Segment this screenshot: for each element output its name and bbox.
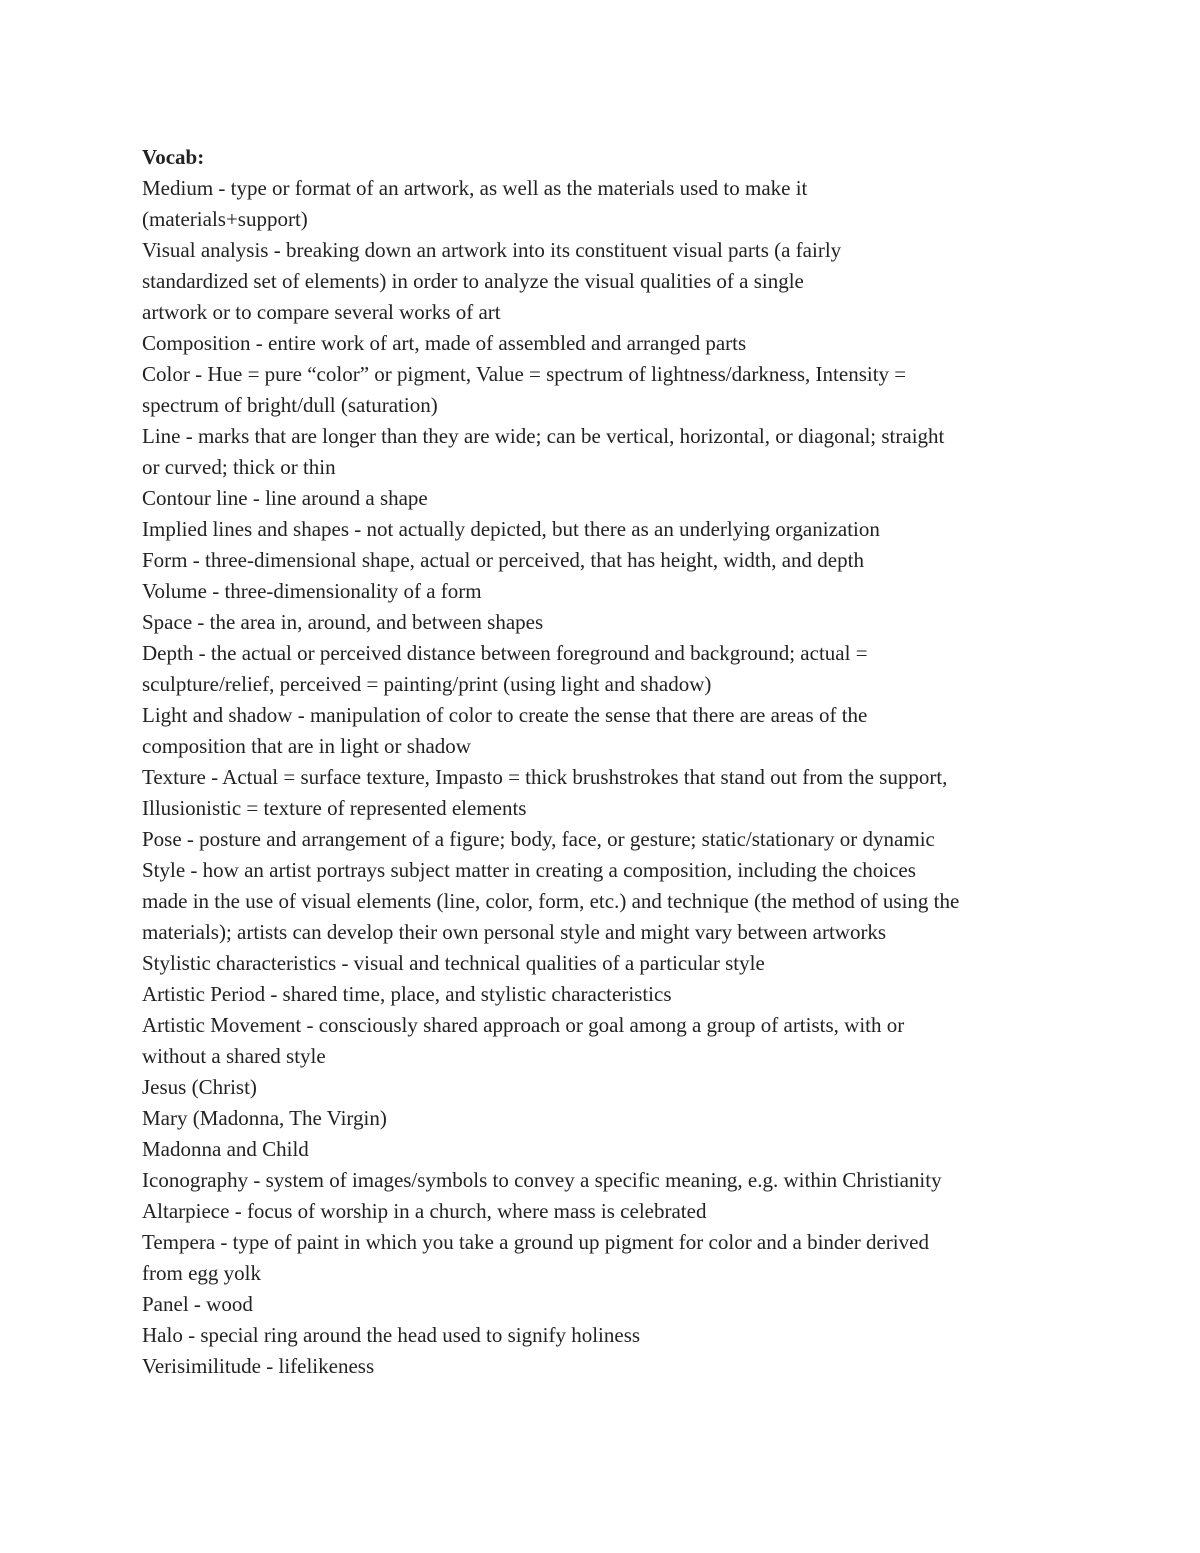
text-line: made in the use of visual elements (line, color, form, etc.) and technique (the method of using the <box>142 889 960 913</box>
text-line: or curved; thick or thin <box>142 455 336 479</box>
text-line: Color - Hue = pure “color” or pigment, Value = spectrum of lightness/darkness, Intensity = <box>142 362 907 386</box>
text-line: without a shared style <box>142 1044 326 1068</box>
text-line: Halo - special ring around the head used to signify holiness <box>142 1323 641 1347</box>
text-line: from egg yolk <box>142 1261 261 1285</box>
text-line: Texture - Actual = surface texture, Impasto = thick brushstrokes that stand out from the support, <box>142 765 948 789</box>
document-body <box>142 142 1072 1382</box>
text-line: Iconography - system of images/symbols to convey a specific meaning, e.g. within Christianity <box>142 1168 942 1192</box>
text-line: Line - marks that are longer than they are wide; can be vertical, horizontal, or diagonal; straight <box>142 424 945 448</box>
text-line: materials); artists can develop their own personal style and might vary between artworks <box>142 920 887 944</box>
text-line: Medium - type or format of an artwork, as well as the materials used to make it <box>142 176 808 200</box>
text-line: Composition - entire work of art, made of assembled and arranged parts <box>142 331 747 355</box>
text-line: composition that are in light or shadow <box>142 734 471 758</box>
text-line: spectrum of bright/dull (saturation) <box>142 393 438 417</box>
text-line: Style - how an artist portrays subject matter in creating a composition, including the choices <box>142 858 916 882</box>
text-line: Panel - wood <box>142 1292 253 1316</box>
text-line: sculpture/relief, perceived = painting/print (using light and shadow) <box>142 672 712 696</box>
text-line: Jesus (Christ) <box>142 1075 257 1099</box>
text-line: Form - three-dimensional shape, actual or perceived, that has height, width, and depth <box>142 548 864 572</box>
text-line: Implied lines and shapes - not actually depicted, but there as an underlying organization <box>142 517 880 541</box>
text-line: Pose - posture and arrangement of a figure; body, face, or gesture; static/stationary or dynamic <box>142 827 935 851</box>
text-line: Stylistic characteristics - visual and technical qualities of a particular style <box>142 951 765 975</box>
vocab-lines <box>142 173 1072 1382</box>
text-line: Volume - three-dimensionality of a form <box>142 579 482 603</box>
text-line: Tempera - type of paint in which you take a ground up pigment for color and a binder derived <box>142 1230 929 1254</box>
text-line: Illusionistic = texture of represented elements <box>142 796 527 820</box>
text-line: (materials+support) <box>142 207 308 231</box>
text-line: Madonna and Child <box>142 1137 309 1161</box>
text-line: standardized set of elements) in order to analyze the visual qualities of a single <box>142 269 804 293</box>
text-line: Mary (Madonna, The Virgin) <box>142 1106 387 1130</box>
text-line: artwork or to compare several works of art <box>142 300 501 324</box>
text-line: Depth - the actual or perceived distance between foreground and background; actual = <box>142 641 868 665</box>
text-line: Artistic Period - shared time, place, and stylistic characteristics <box>142 982 672 1006</box>
vocab-heading: Vocab: <box>142 145 205 169</box>
text-line: Visual analysis - breaking down an artwork into its constituent visual parts (a fairly <box>142 238 842 262</box>
text-line: Artistic Movement - consciously shared approach or goal among a group of artists, with or <box>142 1013 905 1037</box>
text-line: Light and shadow - manipulation of color to create the sense that there are areas of the <box>142 703 868 727</box>
text-line: Space - the area in, around, and between shapes <box>142 610 544 634</box>
text-line: Altarpiece - focus of worship in a church, where mass is celebrated <box>142 1199 707 1223</box>
text-line: Verisimilitude - lifelikeness <box>142 1354 375 1378</box>
text-line: Contour line - line around a shape <box>142 486 428 510</box>
